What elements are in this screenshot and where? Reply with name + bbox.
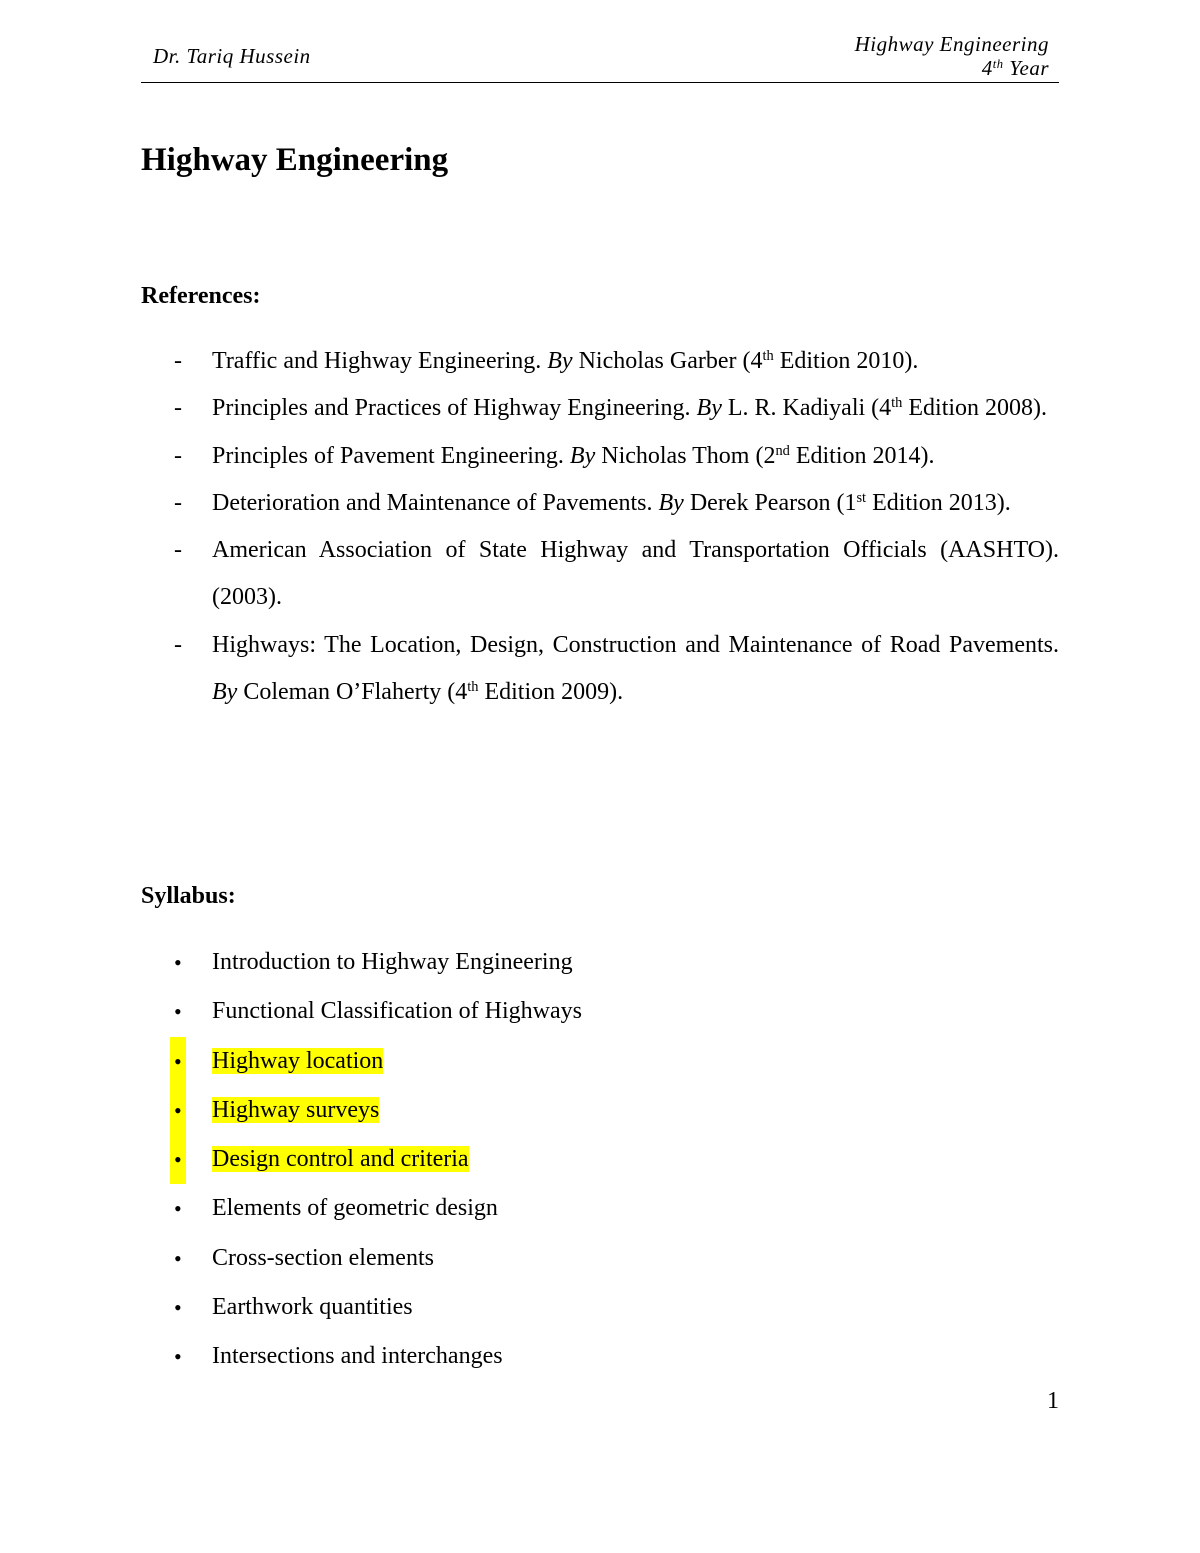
syllabus-heading: Syllabus: (141, 883, 236, 909)
bullet-icon: • (174, 950, 182, 975)
bullet-icon: • (170, 1037, 186, 1086)
bullet-icon: • (174, 1344, 182, 1370)
bullet-icon: • (174, 1196, 182, 1222)
reference-item: - Principles of Pavement Engineering. By Nicholas Thom (2nd Edition 2014). (174, 442, 935, 469)
page-header (141, 28, 1059, 83)
header-author: Dr. Tariq Hussein (153, 44, 311, 68)
syllabus-item: • Elements of geometric design (141, 1184, 1059, 1233)
syllabus-item-highlighted: • Design control and criteria (141, 1135, 1059, 1184)
syllabus-item: • Earthwork quantities (141, 1283, 1059, 1332)
bullet-icon: • (174, 999, 182, 1025)
bullet-icon: • (170, 1135, 186, 1184)
header-course-info (855, 32, 1049, 80)
syllabus-item-highlighted: • Highway location (141, 1037, 1059, 1086)
bullet-icon: • (174, 1245, 182, 1271)
reference-item: - Principles and Practices of Highway Engineering. By L. R. Kadiyali (4th Edition 2008). (174, 395, 1048, 422)
syllabus-item: • Intersections and interchanges (141, 1332, 1059, 1381)
syllabus-item: • Introduction to Highway Engineering (141, 938, 1059, 987)
header-year: 4th Year (981, 56, 1049, 80)
header-course: Highway Engineering (854, 32, 1049, 56)
syllabus-item: • Cross-section elements (141, 1234, 1059, 1283)
reference-item: - Traffic and Highway Engineering. By Nicholas Garber (4th Edition 2010). (174, 348, 919, 374)
syllabus-list (141, 938, 1059, 1382)
reference-item: - Deterioration and Maintenance of Pavements. By Derek Pearson (1st Edition 2013). (174, 489, 1011, 516)
page-number: 1 (1047, 1388, 1059, 1414)
references-list (141, 338, 1059, 716)
page-title: Highway Engineering (141, 142, 449, 178)
references-heading: References: (141, 283, 261, 309)
reference-item: - American Association of State Highway and Transportation Officials (AASHTO). (2003). (174, 537, 1059, 611)
syllabus-item: • Functional Classification of Highways (141, 987, 1059, 1036)
bullet-icon: • (174, 1295, 182, 1321)
bullet-icon: • (170, 1086, 186, 1135)
syllabus-item-highlighted: • Highway surveys (141, 1086, 1059, 1135)
reference-item: - Highways: The Location, Design, Construction and Maintenance of Road Pavements. By Coleman O’Flaherty (4th Edition 2009). (174, 631, 1059, 706)
